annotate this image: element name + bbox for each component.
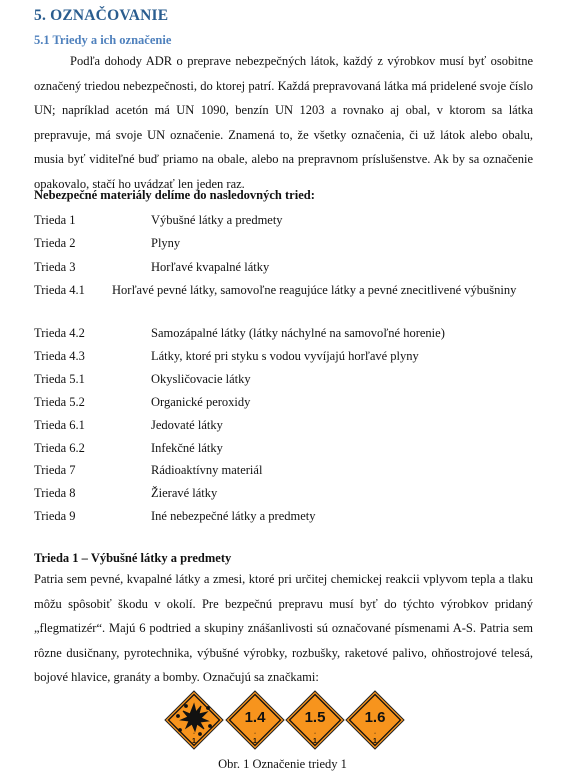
class-description: Výbušné látky a predmety	[151, 213, 283, 227]
class-row	[34, 437, 533, 459]
class-row	[34, 209, 533, 231]
class-name: Trieda 4.2	[34, 326, 85, 340]
class-description: Jedovaté látky	[151, 418, 223, 432]
class-description: Okysličovacie látky	[151, 372, 251, 386]
explosion-icon	[164, 690, 224, 750]
classes-lead: Nebezpečné materiály delíme do nasledovných tried:	[34, 188, 315, 202]
compat-group-mark: *	[374, 731, 376, 736]
class-name: Trieda 6.2	[34, 441, 85, 455]
class-row	[34, 505, 533, 527]
class-name: Trieda 9	[34, 509, 76, 523]
class-row	[34, 459, 533, 481]
class-description: Samozápalné látky (látky náchylné na samovoľné horenie)	[151, 326, 445, 340]
class-name: Trieda 2	[34, 236, 76, 250]
division-label-icon	[285, 690, 345, 750]
division-label-icon	[345, 690, 405, 750]
class-description: Infekčné látky	[151, 441, 223, 455]
class-row	[34, 345, 533, 367]
class-name: Trieda 3	[34, 260, 76, 274]
class-description: Iné nebezpečné látky a predmety	[151, 509, 316, 523]
class-name: Trieda 7	[34, 463, 76, 477]
class-description: Žieravé látky	[151, 486, 218, 500]
class-name: Trieda 6.1	[34, 418, 85, 432]
compat-group-mark: *	[193, 731, 195, 736]
figure-caption: Obr. 1 Označenie triedy 1	[218, 757, 347, 771]
class-row	[34, 482, 533, 504]
compat-group-mark: *	[254, 731, 256, 736]
class-description: Rádioaktívny materiál	[151, 463, 263, 477]
class-name: Trieda 1	[34, 213, 76, 227]
division-sign	[345, 690, 405, 750]
class-row	[34, 322, 533, 344]
class-description: Organické peroxidy	[151, 395, 251, 409]
class-row	[34, 391, 533, 413]
explosive-sign	[164, 690, 224, 750]
class-row	[34, 232, 533, 254]
class-row	[34, 368, 533, 390]
class1-paragraph: Patria sem pevné, kvapalné látky a zmesi, ktoré pri určitej chemickej reakcii vplyvom tepla a tlaku môžu spôsobiť škodu v okolí. Pre bezpečnú prepravu musí byť do týchto výrobkov pridaný „flegmatizér“. Majú 6 podtried a skupiny znášanlivosti sú označované písmenami A-S. Patria sem rôzne dusičnany, pyrotechnika, výbušné výrobky, rozbušky, raketové palivo, ohňostrojové telesá, bojové hlavice, granáty a bomby. Označujú sa značkami:	[34, 572, 533, 685]
class-name: Trieda 8	[34, 486, 76, 500]
class-row	[34, 279, 533, 301]
class-name: Trieda 4.3	[34, 349, 85, 363]
class-description: Horľavé kvapalné látky	[151, 260, 270, 274]
division-number: 1.6	[364, 709, 386, 726]
subsection-heading: 5.1 Triedy a ich označenie	[34, 33, 172, 47]
division-number: 1.4	[244, 709, 266, 726]
class1-heading: Trieda 1 – Výbušné látky a predmety	[34, 551, 232, 565]
division-number: 1.5	[304, 709, 326, 726]
class-description: Plyny	[151, 236, 181, 250]
division-label-icon	[225, 690, 285, 750]
class-description: Látky, ktoré pri styku s vodou vyvíjajú horľavé plyny	[151, 349, 419, 363]
class-row	[34, 256, 533, 278]
class-name: Trieda 4.1	[34, 283, 85, 297]
hazard-signs-figure	[0, 690, 565, 752]
division-sign	[285, 690, 345, 750]
class-number: 1	[192, 738, 196, 745]
intro-paragraph: Podľa dohody ADR o preprave nebezpečných látok, každý z výrobkov musí byť osobitne označený triedou nebezpečnosti, do ktorej patrí. Každá prepravovaná látka má pridelené svoje číslo UN; napríklad acetón má UN 1090, benzín UN 1203 a rovnako aj obal, v ktorom sa látka prepravuje, má svoje UN označenie. Znamená to, že všetky označenia, či už látok alebo obalu, musia byť viditeľné buď priamo na obale, alebo na prepravnom príslušenstve. Ak by sa označenie opakovalo, stačí ho uvádzať len jeden raz.	[34, 54, 533, 191]
compat-group-mark: *	[314, 731, 316, 736]
class-row	[34, 414, 533, 436]
section-heading: 5. OZNAČOVANIE	[34, 7, 169, 24]
class-number: 1	[373, 738, 377, 745]
class-number: 1	[253, 738, 257, 745]
division-sign	[225, 690, 285, 750]
class-description: Horľavé pevné látky, samovoľne reagujúce látky a pevné znecitlivené výbušniny	[112, 283, 517, 297]
class-name: Trieda 5.1	[34, 372, 85, 386]
class-number: 1	[313, 738, 317, 745]
class-name: Trieda 5.2	[34, 395, 85, 409]
